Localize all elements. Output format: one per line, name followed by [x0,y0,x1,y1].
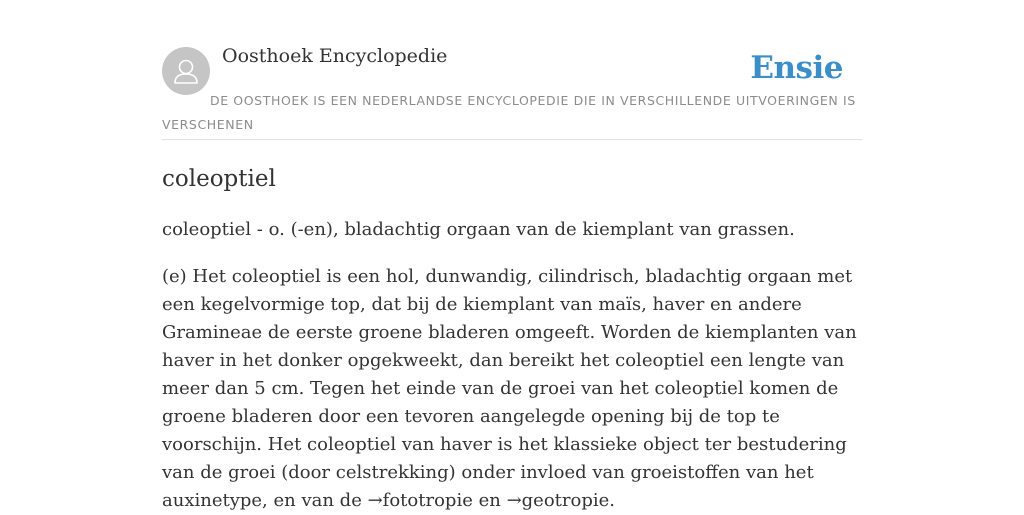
article-body-main: (e) Het coleoptiel is een hol, dunwandig, cilindrisch, bladachtig orgaan met een kegelvormige top, dat bij de kiemplant van maïs, haver en andere Gramineae de eerste groene bladeren omgeeft. Worden de kiemplanten van haver in het donker opgekweekt, dan bereikt het coleoptiel een lengte van meer dan 5 cm. Tegen het einde van de groei van het coleoptiel komen de groene bladeren door een tevoren aangelegde opening bij de top te voorschijn. Het coleoptiel van haver is het klassieke object ter bestudering van de groei (door celstrekking) onder invloed van groeistoffen van het auxinetype, en van de [162,266,857,511]
article-headword: coleoptiel [162,166,276,192]
avatar[interactable] [162,47,210,95]
user-silhouette-icon [162,47,210,95]
page [162,0,862,512]
sentence-end: . [609,490,616,511]
link-geotropie[interactable]: →geotropie [506,490,610,511]
link-fototropie[interactable]: →fototropie [367,490,473,511]
site-title[interactable]: Oosthoek Encyclopedie [222,45,448,67]
brand-logo[interactable]: Ensie [750,50,843,86]
article-definition: coleoptiel - o. (-en), bladachtig orgaan van de kiemplant van grassen. [162,219,795,240]
conjunction-text: en [478,490,501,511]
article-body [162,263,862,515]
header [162,0,862,140]
site-tagline: DE OOSTHOEK IS EEN NEDERLANDSE ENCYCLOPEDIE DIE IN VERSCHILLENDE UITVOERINGEN IS VERSCHENEN [162,93,856,132]
